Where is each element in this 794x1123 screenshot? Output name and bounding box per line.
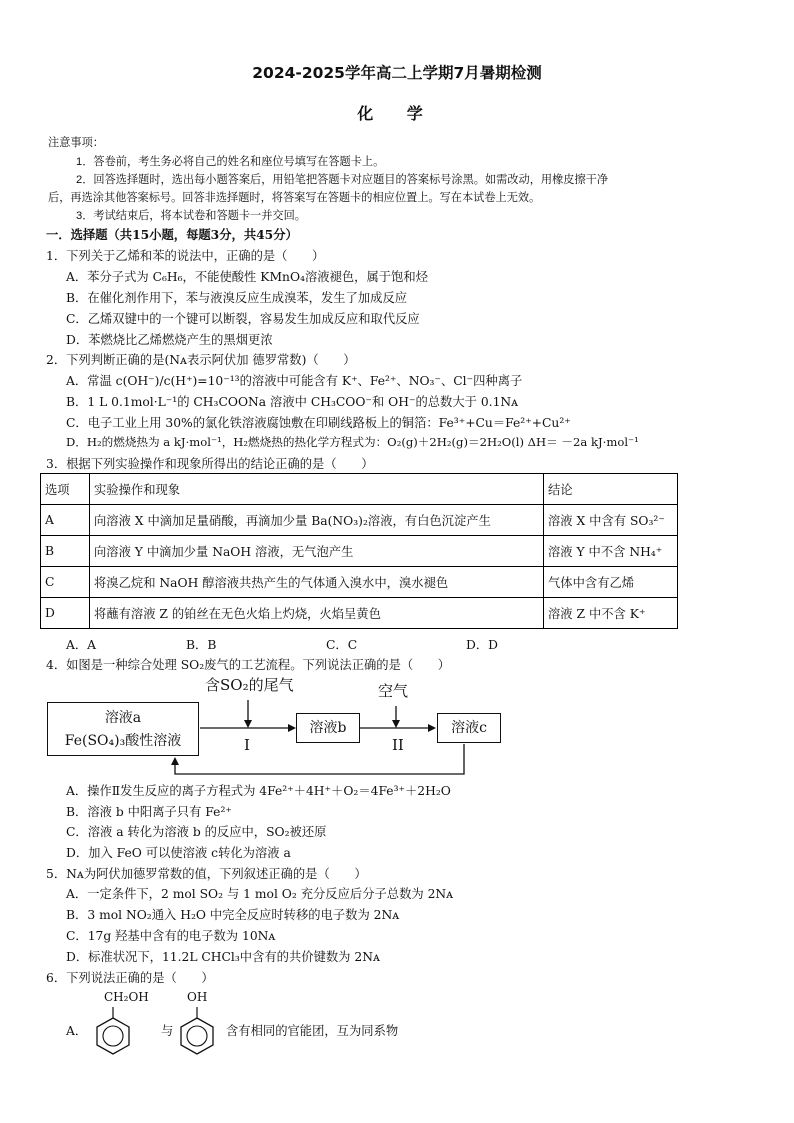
q4-option-b: B．溶液 b 中阳离子只有 Fe²⁺ [66, 805, 232, 819]
exam-subject: 化 学 [357, 104, 437, 123]
table-cell: 溶液 X 中含有 SO₃²⁻ [544, 505, 678, 536]
solution-a-label: 溶液a [104, 710, 142, 726]
q3-option-c: C．C [326, 638, 358, 652]
note-2a: 2．回答选择题时，选出每小题答案后，用铅笔把答题卡对应题目的答案标号涂黑。如需改动，用橡皮擦干净 [76, 174, 609, 186]
section-heading: 一．选择题（共15小题，每题3分，共45分） [46, 227, 298, 242]
air-label: 空气 [378, 682, 409, 700]
q2-option-d: D．H₂的燃烧热为 a kJ·mol⁻¹，H₂燃烧热的热化学方程式为：O₂(g)＋2H₂(g)＝2H₂O(l) ΔH＝ －2a kJ·mol⁻¹ [66, 435, 639, 449]
table-header-conclusion: 结论 [544, 474, 678, 505]
q1-stem: 1．下列关于乙烯和苯的说法中，正确的是（ ） [46, 249, 325, 263]
exam-title: 2024-2025学年高二上学期7月暑期检测 [252, 64, 542, 82]
q6-stem: 6．下列说法正确的是（ ） [46, 971, 214, 985]
table-header-operation: 实验操作和现象 [90, 474, 544, 505]
q3-stem: 3．根据下列实验操作和现象所得出的结论正确的是（ ） [46, 457, 374, 471]
return-arrow-line [175, 744, 464, 774]
solution-a-box [47, 702, 199, 756]
q5-stem: 5．Nᴀ为阿伏加德罗常数的值，下列叙述正确的是（ ） [46, 867, 367, 881]
q4-option-a: A．操作Ⅱ发生反应的离子方程式为 4Fe²⁺＋4H⁺＋O₂＝4Fe³⁺＋2H₂O [66, 784, 451, 798]
table-cell: C [41, 567, 90, 598]
gas-label: 含SO₂的尾气 [205, 676, 294, 694]
q5-option-b: B．3 mol NO₂通入 H₂O 中完全反应时转移的电子数为 2Nᴀ [66, 908, 400, 922]
q6-conjunction: 与 [161, 1024, 174, 1038]
table-cell: 溶液 Y 中不含 NH₄⁺ [544, 536, 678, 567]
air-arrow-head [392, 720, 400, 728]
benzyl-alcohol-structure-icon [88, 1004, 138, 1064]
table-row [41, 505, 678, 536]
q4-stem: 4．如图是一种综合处理 SO₂废气的工艺流程。下列说法正确的是（ ） [46, 658, 451, 672]
table-cell: 向溶液 Y 中滴加少量 NaOH 溶液，无气泡产生 [90, 536, 544, 567]
table-cell: D [41, 598, 90, 629]
solution-b-box: 溶液b [296, 713, 360, 743]
q2-option-b: B．1 L 0.1mol·L⁻¹的 CH₃COONa 溶液中 CH₃COO⁻和 OH⁻的总数大于 0.1Nᴀ [66, 395, 519, 409]
benzyl-alcohol-substituent: CH₂OH [104, 990, 149, 1004]
q4-option-c: C．溶液 a 转化为溶液 b 的反应中，SO₂被还原 [66, 825, 327, 839]
table-row [41, 598, 678, 629]
q1-option-b: B．在催化剂作用下，苯与液溴反应生成溴苯，发生了加成反应 [66, 291, 408, 305]
q1-option-c: C．乙烯双键中的一个键可以断裂，容易发生加成反应和取代反应 [66, 312, 420, 326]
note-1: 1．答卷前，考生务必将自己的姓名和座位号填写在答题卡上。 [76, 156, 385, 168]
table-cell: 气体中含有乙烯 [544, 567, 678, 598]
note-2b: 后，再选涂其他答案标号。回答非选择题时，将答案写在答题卡的相应位置上。写在本试卷上无效。 [48, 192, 541, 204]
table-header-row [41, 474, 678, 505]
table-cell: 溶液 Z 中不含 K⁺ [544, 598, 678, 629]
table-cell: 将蘸有溶液 Z 的铂丝在无色火焰上灼烧，火焰呈黄色 [90, 598, 544, 629]
solution-a-formula: Fe(SO₄)₃酸性溶液 [64, 733, 182, 749]
q5-option-c: C．17g 羟基中含有的电子数为 10Nᴀ [66, 929, 276, 943]
q4-option-d: D．加入 FeO 可以使溶液 c转化为溶液 a [66, 846, 291, 860]
table-cell: 向溶液 X 中滴加足量硝酸，再滴加少量 Ba(NO₃)₂溶液，有白色沉淀产生 [90, 505, 544, 536]
table-cell: 将溴乙烷和 NaOH 醇溶液共热产生的气体通入溴水中，溴水褪色 [90, 567, 544, 598]
q6-option-a-label: A． [66, 1024, 88, 1038]
q2-option-c: C．电子工业上用 30%的氯化铁溶液腐蚀敷在印刷线路板上的铜箔：Fe³⁺+Cu＝Fe²⁺+Cu²⁺ [66, 416, 571, 430]
q3-option-d: D．D [466, 638, 499, 652]
q2-option-a: A．常温 c(OH⁻)/c(H⁺)=10⁻¹³的溶液中可能含有 K⁺、Fe²⁺、NO₃⁻、Cl⁻四种离子 [66, 374, 523, 388]
q1-option-d: D．苯燃烧比乙烯燃烧产生的黑烟更浓 [66, 333, 273, 347]
step1-arrow-head [288, 724, 296, 732]
q2-stem: 2．下列判断正确的是(Nᴀ表示阿伏加 德罗常数)（ ） [46, 353, 356, 367]
table-cell: B [41, 536, 90, 567]
phenol-substituent: OH [187, 990, 208, 1004]
experiment-table [40, 473, 678, 629]
notes-heading: 注意事项： [48, 137, 104, 149]
return-arrow-head [171, 757, 179, 765]
note-3: 3．考试结束后，将本试卷和答题卡一并交回。 [76, 210, 306, 222]
gas-arrow-head [244, 720, 252, 728]
solution-c-box: 溶液c [437, 713, 501, 743]
table-row [41, 567, 678, 598]
q5-option-a: A．一定条件下，2 mol SO₂ 与 1 mol O₂ 充分反应后分子总数为 2Nᴀ [66, 887, 454, 901]
table-header-option: 选项 [41, 474, 90, 505]
step2-label: II [392, 736, 404, 754]
q1-option-a: A．苯分子式为 C₆H₆，不能使酸性 KMnO₄溶液褪色，属于饱和烃 [66, 270, 428, 284]
q3-option-a: A．A [66, 638, 97, 652]
q5-option-d: D．标准状况下，11.2L CHCl₃中含有的共价键数为 2Nᴀ [66, 950, 380, 964]
step2-arrow-head [428, 724, 436, 732]
table-row [41, 536, 678, 567]
q3-option-b: B．B [186, 638, 217, 652]
q6-option-a-text: 含有相同的官能团，互为同系物 [226, 1024, 399, 1038]
table-cell: A [41, 505, 90, 536]
phenol-structure-icon [172, 1004, 222, 1064]
step1-label: I [244, 736, 250, 754]
